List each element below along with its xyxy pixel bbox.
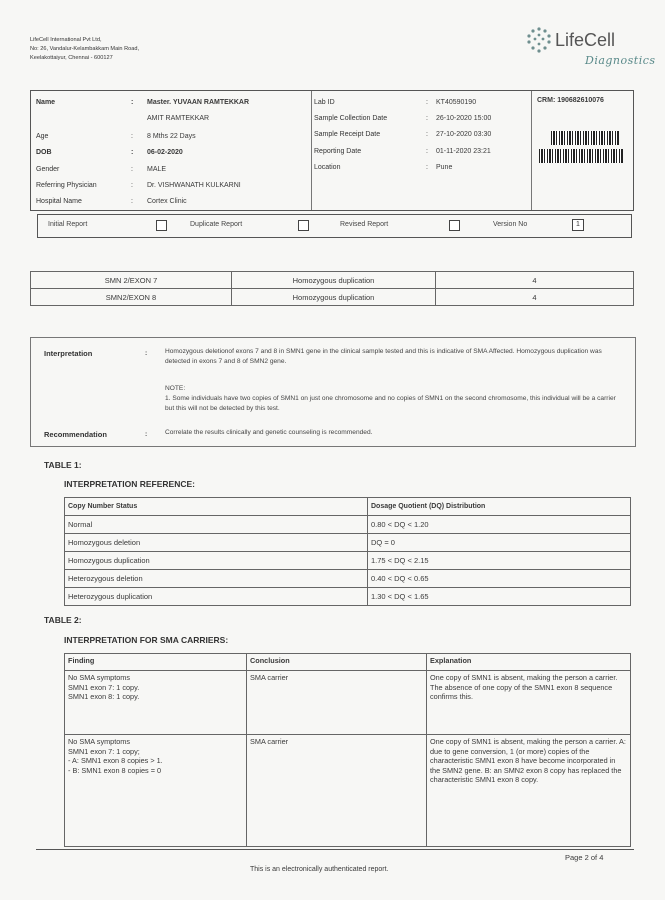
location-label: Location [314,164,341,171]
cell: Homozygous duplication [65,552,368,570]
initial-report-label: Initial Report [48,221,88,228]
revised-report-label: Revised Report [340,221,389,228]
table-header-row [65,498,631,516]
duplicate-report-label: Duplicate Report [190,221,243,228]
lifecell-logo [525,26,656,72]
hospital-name: Cortex Clinic [147,198,187,205]
result-status: Homozygous duplication [232,272,436,289]
colon: : [131,149,134,156]
reporting-label: Reporting Date [314,148,362,155]
finding-cell [65,671,247,735]
result-copies: 4 [436,289,634,306]
recommendation-text: Correlate the results clinically and genetic counseling is recommended. [165,429,373,436]
interpretation-box [30,337,636,447]
column-header: Finding [65,654,247,671]
collection-date: 26-10-2020 15:00 [436,115,492,122]
table-row [65,735,631,847]
cell: 1.30 < DQ < 1.65 [368,588,631,606]
interpretation-label: Interpretation [44,349,93,358]
brand-name: LifeCell [555,30,616,50]
collection-label: Sample Collection Date [314,115,388,122]
dob-label: DOB [36,149,52,156]
table-row [65,534,631,552]
colon: : [426,131,428,138]
table1-caption: TABLE 1: [44,460,82,470]
cell: Heterozygous deletion [65,570,368,588]
table-row [65,552,631,570]
revised-report-checkbox[interactable] [449,220,460,231]
note-text: 1. Some individuals have two copies of SMN1 on just one chromosome and no copies of SMN1 on the second chromosome, this individual will be a carrier but this will not be detected by this test. [165,395,616,412]
finding-line: No SMA symptoms [68,673,131,682]
explanation-cell: One copy of SMN1 is absent, making the person a carrier. The absence of one copy of the SMN1 exon 8 sequence confirms this. [427,671,631,735]
duplicate-report-checkbox[interactable] [298,220,309,231]
physician-label: Referring Physician [36,182,97,189]
result-target: SMN 2/EXON 7 [31,272,232,289]
colon: : [131,166,133,173]
lab-id: KT40590190 [436,99,477,106]
cell: 1.75 < DQ < 2.15 [368,552,631,570]
company-address [30,36,139,63]
patient-age: 8 Mths 22 Days [147,133,196,140]
colon: : [131,198,133,205]
receipt-date: 27-10-2020 03:30 [436,131,492,138]
patient-name-line2: AMIT RAMTEKKAR [147,115,210,122]
footer-note: This is an electronically authenticated report. [250,866,389,873]
finding-line: SMN1 exon 8: 1 copy. [68,692,140,702]
table-row [65,588,631,606]
barcode [539,149,623,163]
divider [311,91,312,210]
table-row [65,516,631,534]
colon: : [131,99,134,106]
location: Pune [436,164,453,171]
colon: : [145,350,148,357]
cell: 0.40 < DQ < 0.65 [368,570,631,588]
colon: : [145,431,148,438]
patient-name: Master. YUVAAN RAMTEKKAR [147,99,250,106]
colon: : [131,182,133,189]
column-header: Copy Number Status [65,498,368,516]
version-number: 1 [572,219,584,231]
address-line: LifeCell International Pvt Ltd, [30,37,102,43]
logo-dots-icon [525,26,553,54]
finding-line: SMN1 exon 7: 1 copy. [68,682,140,692]
result-copies: 4 [436,272,634,289]
table-header-row [65,654,631,671]
cell: Normal [65,516,368,534]
colon: : [426,99,428,106]
interpretation-reference-table [64,497,631,606]
sma-carriers-table [64,653,631,847]
finding-line: - A: SMN1 exon 8 copies > 1. [68,756,163,766]
result-status: Homozygous duplication [232,289,436,306]
interpretation-text: Homozygous deletionof exons 7 and 8 in SMN1 gene in the clinical sample tested and this is indicative of SMA Affected. Homozygous duplication was detected in exons 7 and 8 of SMN2 gene. [165,348,602,365]
physician-name: Dr. VISHWANATH KULKARNI [147,182,241,189]
cell: 0.80 < DQ < 1.20 [368,516,631,534]
note-title: NOTE: [165,385,186,392]
patient-info-box [30,90,634,211]
brand-sub: Diagnostics [585,54,656,67]
reporting-date: 01-11-2020 23:21 [436,148,491,155]
table-row [31,272,634,289]
divider [531,91,532,210]
table2-title: INTERPRETATION FOR SMA CARRIERS: [64,635,229,645]
address-line: Keelakottaiyur, Chennai - 600127 [30,55,113,61]
patient-gender: MALE [147,166,167,173]
report-type-bar [37,214,632,238]
table-row [65,570,631,588]
hospital-label: Hospital Name [36,198,82,205]
conclusion-cell: SMA carrier [247,735,427,847]
colon: : [131,133,133,140]
footer-divider [36,849,634,850]
colon: : [426,148,428,155]
table-row [31,289,634,306]
finding-line: SMN1 exon 7: 1 copy; [68,746,140,756]
initial-report-checkbox[interactable] [156,220,167,231]
address-line: No: 26, Vandalur-Kelambakkam Main Road, [30,46,140,52]
colon: : [426,115,428,122]
table1-title: INTERPRETATION REFERENCE: [64,479,195,489]
version-label: Version No [493,221,528,228]
cell: DQ = 0 [368,534,631,552]
name-label: Name [36,99,56,106]
age-label: Age [36,133,49,140]
page-number: Page 2 of 4 [565,853,604,862]
barcode [551,131,619,145]
finding-cell [65,735,247,847]
column-header: Dosage Quotient (DQ) Distribution [368,498,631,516]
table-row [65,671,631,735]
column-header: Explanation [427,654,631,671]
explanation-cell: One copy of SMN1 is absent, making the person a carrier. A: due to gene conversion, 1 (or more) copies of the characteristic SMN1 exon 8 have become incorporated in the SMN2 gene. B: an SMN2 exon 8 copy has replaced the characteristic SMN1 exon 8 copy. [427,735,631,847]
crm-number: CRM: 190682610076 [537,97,604,104]
patient-dob: 06-02-2020 [147,149,183,156]
result-target: SMN2/EXON 8 [31,289,232,306]
table2-caption: TABLE 2: [44,615,82,625]
gender-label: Gender [36,166,60,173]
conclusion-cell: SMA carrier [247,671,427,735]
labid-label: Lab ID [314,99,335,106]
receipt-label: Sample Receipt Date [314,131,381,138]
finding-line: No SMA symptoms [68,737,131,746]
finding-line: - B: SMN1 exon 8 copies = 0 [68,765,162,775]
column-header: Conclusion [247,654,427,671]
colon: : [426,164,428,171]
cell: Homozygous deletion [65,534,368,552]
cell: Heterozygous duplication [65,588,368,606]
recommendation-label: Recommendation [44,430,107,439]
results-table [30,271,634,306]
